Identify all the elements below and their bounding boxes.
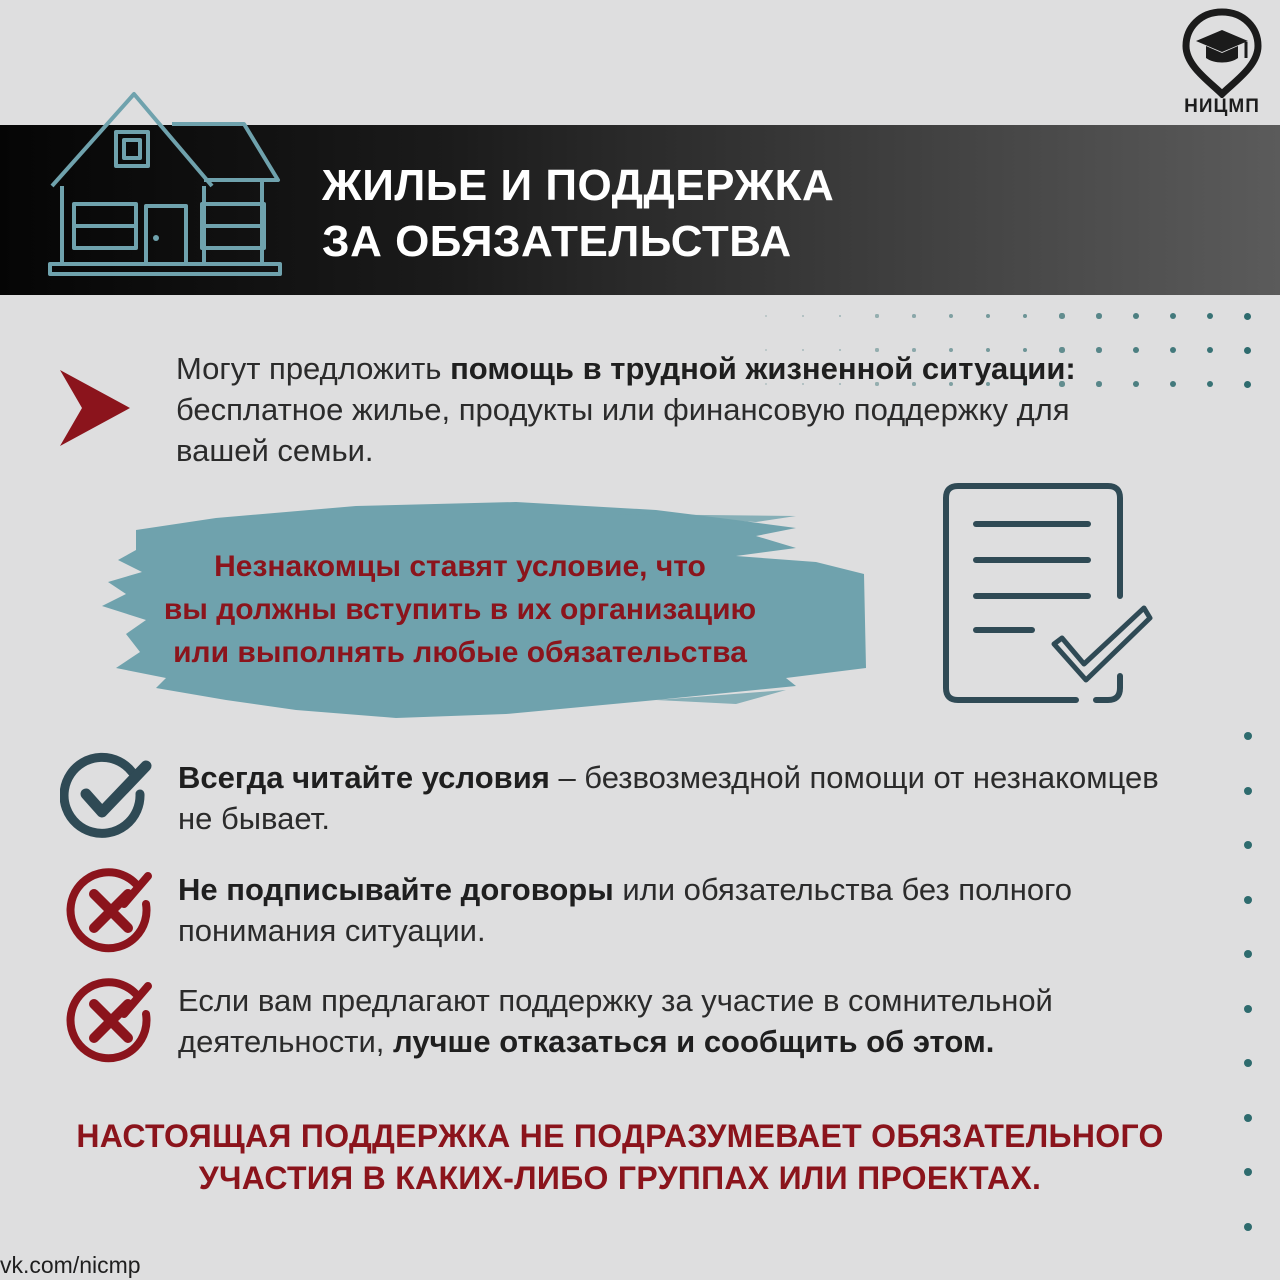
tip-3-text <box>178 980 1198 1062</box>
decor-dot <box>912 314 916 318</box>
tip-3-prefix: Если вам предлагают поддержку за участие в сомнительной деятельности, <box>178 983 1053 1059</box>
page-title <box>322 158 1022 270</box>
tip-2-bold: Не подписывайте договоры <box>178 872 614 907</box>
conclusion-line-1: НАСТОЯЩАЯ ПОДДЕРЖКА НЕ ПОДРАЗУМЕВАЕТ ОБЯЗАТЕЛЬНОГО <box>76 1118 1164 1154</box>
house-icon <box>46 88 286 280</box>
decor-dot <box>1244 1059 1252 1067</box>
intro-prefix: Могут предложить <box>176 351 451 386</box>
decor-dot <box>1244 732 1252 740</box>
conclusion-line-2: УЧАСТИЯ В КАКИХ-ЛИБО ГРУППАХ ИЛИ ПРОЕКТАХ. <box>198 1160 1042 1196</box>
decor-dot <box>1096 313 1101 318</box>
tip-1-text <box>178 757 1198 839</box>
intro-suffix: бесплатное жилье, продукты или финансовую поддержку для вашей семьи. <box>176 392 1070 468</box>
logo <box>1170 8 1274 120</box>
decor-dot <box>1244 1005 1252 1013</box>
decor-dot <box>1244 1114 1252 1122</box>
decor-dot <box>1244 896 1252 904</box>
decor-dot <box>802 315 804 317</box>
decor-dot <box>1133 313 1139 319</box>
decor-dot <box>1244 1223 1252 1231</box>
decor-dot <box>949 314 953 318</box>
decor-dot <box>765 315 767 317</box>
tip-1-rest: – безвозмездной помощи от незнакомцев не бывает. <box>178 760 1159 836</box>
decor-dot <box>1244 1168 1252 1176</box>
check-circle-icon <box>60 752 152 844</box>
decor-dot <box>1207 381 1214 388</box>
decor-dot <box>1244 950 1252 958</box>
decor-dot <box>1023 314 1028 319</box>
decor-dot <box>1244 347 1251 354</box>
vk-link[interactable]: vk.com/nicmp <box>0 1252 141 1278</box>
decor-dot <box>839 315 842 318</box>
decor-dot <box>1207 313 1214 320</box>
decor-dot <box>1244 841 1252 849</box>
title-line-1: ЖИЛЬЕ И ПОДДЕРЖКА <box>322 161 835 210</box>
graduation-cap-pin-icon <box>1170 8 1274 98</box>
conclusion-text <box>40 1115 1200 1199</box>
intro-bold: помощь в трудной жизненной ситуации: <box>450 351 1076 386</box>
tip-3-bold: лучше отказаться и сообщить об этом. <box>393 1024 995 1059</box>
decor-dot <box>1244 787 1252 795</box>
cross-circle-icon <box>64 864 156 956</box>
decor-dot <box>1059 313 1064 318</box>
logo-text: НИЦМП <box>1184 96 1260 117</box>
cross-circle-icon <box>64 974 156 1066</box>
intro-paragraph <box>176 348 1136 471</box>
tip-2-text <box>178 869 1198 951</box>
decor-dot <box>1170 347 1176 353</box>
decor-dot <box>875 314 878 317</box>
decor-dot <box>1244 313 1251 320</box>
warning-line-2: вы должны вступить в их организацию <box>163 593 757 626</box>
tip-2-rest: или обязательства без полного понимания ситуации. <box>178 872 1072 948</box>
warning-text <box>100 545 820 674</box>
title-line-2: ЗА ОБЯЗАТЕЛЬСТВА <box>322 217 792 266</box>
tip-1-bold: Всегда читайте условия <box>178 760 550 795</box>
decor-dot <box>986 314 990 318</box>
decor-dot <box>1170 381 1176 387</box>
decor-dot <box>1170 313 1176 319</box>
decor-dot <box>1207 347 1214 354</box>
warning-line-1: Незнакомцы ставят условие, что <box>214 550 706 583</box>
document-check-icon <box>936 476 1158 712</box>
arrow-right-icon <box>60 370 130 446</box>
warning-line-3: или выполнять любые обязательства <box>173 636 747 669</box>
decor-dot <box>1244 381 1251 388</box>
